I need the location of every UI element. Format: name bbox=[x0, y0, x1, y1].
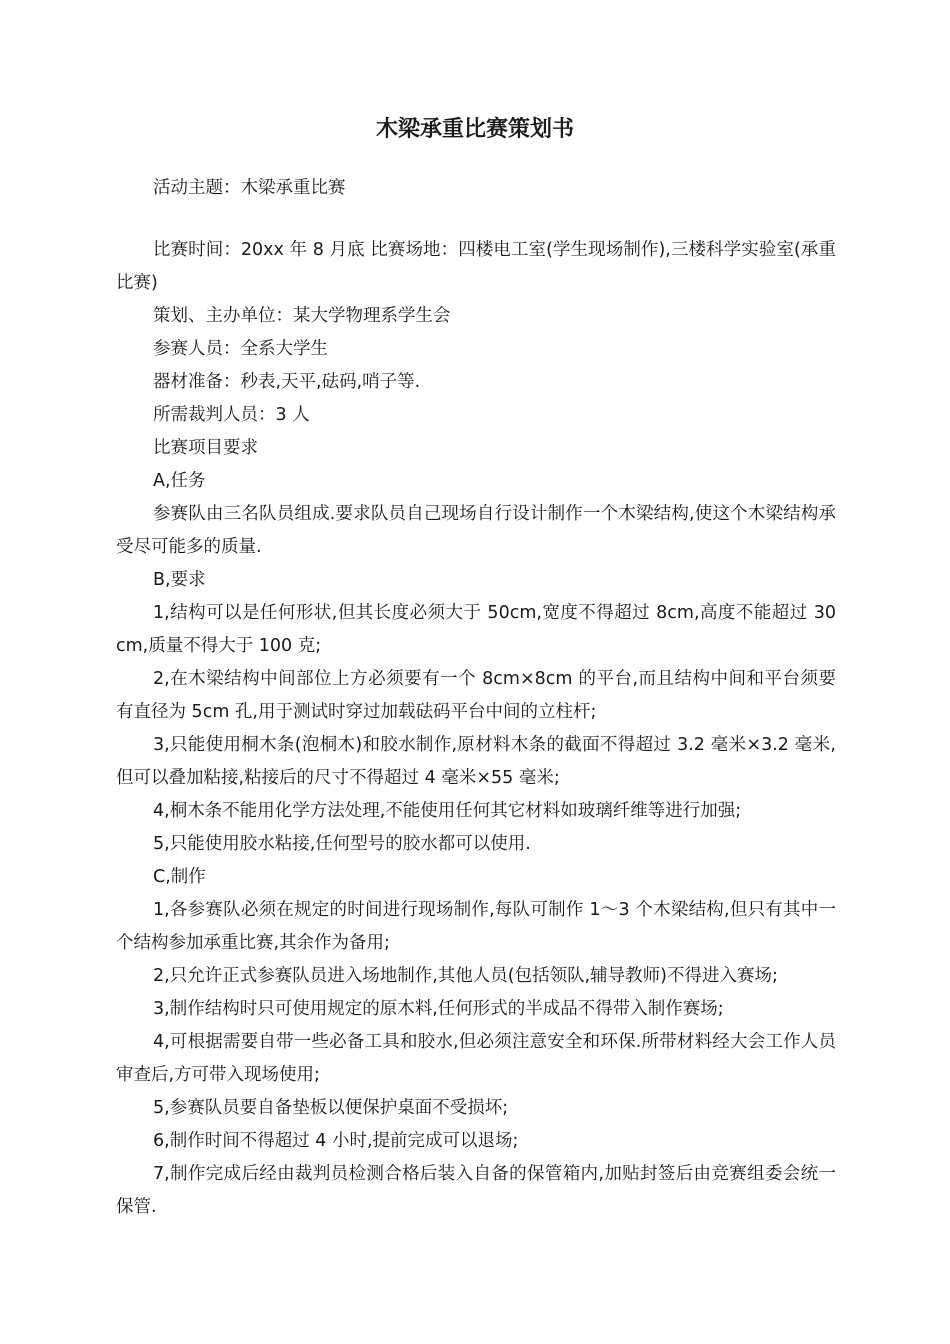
paragraph-participants: 参赛人员：全系大学生 bbox=[153, 339, 328, 359]
document-title: 木梁承重比赛策划书 bbox=[375, 117, 574, 142]
rule-item: 1,结构可以是任何形状,但其长度必须大于 50cm,宽度不得超过 8cm,高度不能超过 30 cm,质量不得大于 100 克; bbox=[116, 603, 836, 656]
making-item: 1,各参赛队必须在规定的时间进行现场制作,每队可制作 1～3 个木梁结构,但只有其中一个结构参加承重比赛,其余作为备用; bbox=[116, 900, 836, 953]
subheading-rules: B,要求 bbox=[153, 570, 206, 590]
making-item: 6,制作时间不得超过 4 小时,提前完成可以退场; bbox=[153, 1131, 519, 1151]
paragraph-referees: 所需裁判人员：3 人 bbox=[153, 405, 310, 425]
making-item: 7,制作完成后经由裁判员检测合格后装入自备的保管箱内,加贴封签后由竞赛组委会统一保管. bbox=[116, 1164, 836, 1217]
rule-item: 5,只能使用胶水粘接,任何型号的胶水都可以使用. bbox=[153, 834, 531, 854]
making-item: 4,可根据需要自带一些必备工具和胶水,但必须注意安全和环保.所带材料经大会工作人员审查后,方可带入现场使用; bbox=[116, 1032, 836, 1085]
document-body bbox=[116, 172, 836, 1224]
making-item: 2,只允许正式参赛队员进入场地制作,其他人员(包括领队,辅导教师)不得进入赛场; bbox=[153, 966, 778, 986]
paragraph-spacer bbox=[116, 205, 836, 234]
paragraph-task: 参赛队由三名队员组成.要求队员自己现场自行设计制作一个木梁结构,使这个木梁结构承受尽可能多的质量. bbox=[116, 504, 836, 557]
subheading-making: C,制作 bbox=[153, 867, 206, 887]
making-item: 3,制作结构时只可使用规定的原木料,任何形式的半成品不得带入制作赛场; bbox=[153, 999, 724, 1019]
rule-item: 4,桐木条不能用化学方法处理,不能使用任何其它材料如玻璃纤维等进行加强; bbox=[153, 801, 742, 821]
section-heading-requirements: 比赛项目要求 bbox=[153, 438, 258, 458]
rule-item: 3,只能使用桐木条(泡桐木)和胶水制作,原材料木条的截面不得超过 3.2 毫米×3.2 毫米,但可以叠加粘接,粘接后的尺寸不得超过 4 毫米×55 毫米; bbox=[116, 735, 836, 788]
paragraph-equipment: 器材准备：秒表,天平,砝码,哨子等. bbox=[153, 372, 421, 392]
rule-item: 2,在木梁结构中间部位上方必须要有一个 8cm×8cm 的平台,而且结构中间和平台须要有直径为 5cm 孔,用于测试时穿过加载砝码平台中间的立柱杆; bbox=[116, 669, 836, 722]
making-item: 5,参赛队员要自备垫板以便保护桌面不受损坏; bbox=[153, 1098, 509, 1118]
paragraph-theme: 活动主题：木梁承重比赛 bbox=[153, 178, 346, 198]
subheading-task: A,任务 bbox=[153, 471, 206, 491]
paragraph-organizer: 策划、主办单位：某大学物理系学生会 bbox=[153, 306, 451, 326]
paragraph-time-venue: 比赛时间：20xx 年 8 月底 比赛场地：四楼电工室(学生现场制作),三楼科学实验室(承重比赛) bbox=[116, 240, 836, 293]
